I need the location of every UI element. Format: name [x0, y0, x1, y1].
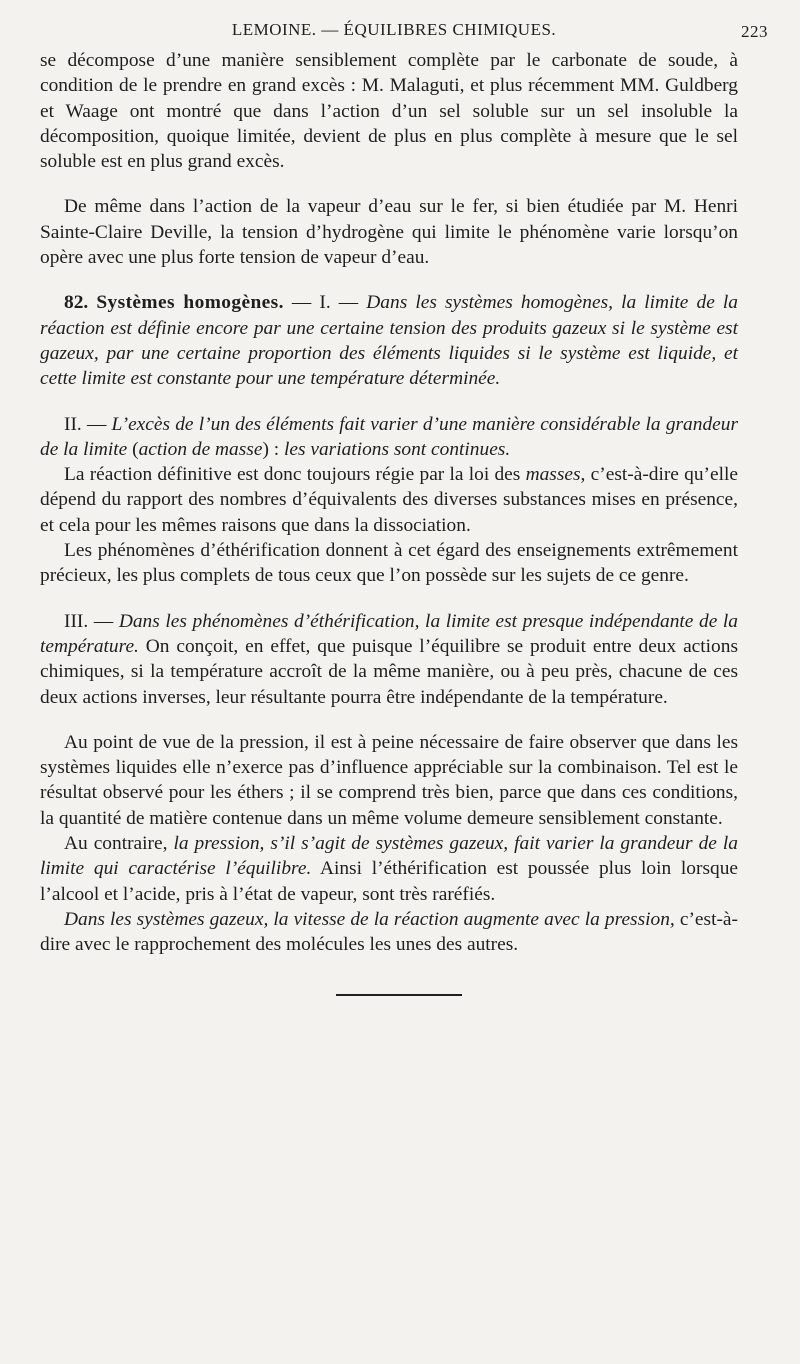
pressure-gases-text-a: Au contraire, [64, 833, 174, 855]
reaction-speed-italic: Dans les systèmes gazeux, la vitesse de la réaction augmente avec la pression, [64, 908, 675, 930]
mass-law-text-b: , c’est-à-dire qu’elle dépend du rapport des nombres d’équivalents des diverses substances mises en présence, et cela pour les mêmes raisons que dans la dissociation. [40, 464, 739, 536]
section-82-lead: — I. — [283, 292, 367, 314]
reaction-speed-text: c’est-à-dire avec le rapprochement des molécules les unes des autres. [40, 908, 738, 956]
mass-law-italic: masses [525, 464, 581, 486]
page-number: 223 [741, 22, 768, 41]
body-text [40, 48, 738, 958]
law-3-explanation: On conçoit, en effet, que puisque l’équilibre se produit entre deux actions chimiques, si la température accroît de la même manière, ou à peu près, chacune de ces deux actions inverses, leur résultante pourra être indépendante de la température. [40, 635, 738, 708]
paragraph-pressure-liquids: Au point de vue de la pression, il est à peine nécessaire de faire observer que dans les systèmes liquides elle n’exerce pas d’influence appréciable sur la combinaison. Tel est le résultat observé pour les éthers ; il se comprend très bien, parce que dans ces conditions, la quantité de matière contenue dans un même volume demeure sensiblement constante. [40, 731, 738, 829]
law-1-statement: Dans les systèmes homogènes, la limite de la réaction est définie encore par une certaine tension des produits gazeux si le système est gazeux, par une certaine proportion des éléments liquides si le système est liquide, et cette limite est constante pour une température déterminée. [40, 292, 738, 390]
law-2-statement-b: action de masse [138, 438, 263, 460]
law-2-statement-a: L’excès de l’un des éléments fait varier d’une manière considérable la grandeur de la limite [40, 413, 738, 460]
law-3 [40, 609, 738, 710]
law-2 [40, 412, 738, 463]
pressure-gases-text-b: Ainsi l’éthérification est poussée plus loin lorsque l’alcool et l’acide, pris à l’état de vapeur, sont très raréfiés. [40, 858, 738, 905]
paragraph-steam-iron: De même dans l’action de la vapeur d’eau sur le fer, si bien étudiée par M. Henri Sainte-Claire Deville, la tension d’hydrogène qui limite le phénomène varie lorsqu’on opère avec une plus forte tension de vapeur d’eau. [40, 196, 738, 269]
paragraph-etherification: Les phénomènes d’éthérification donnent à cet égard des enseignements extrêmement précieux, les plus complets de tous ceux que l’on possède sur les sujets de ce genre. [40, 540, 738, 587]
law-2-plain-a: ( [127, 438, 139, 460]
mass-law-text-a: La réaction définitive est donc toujours régie par la loi des [64, 464, 526, 486]
law-2-plain-b: ) : [262, 438, 284, 460]
law-3-lead: III. — [64, 610, 119, 632]
law-2-statement-c: les variations sont continues. [283, 438, 511, 460]
section-title: Systèmes homogènes. [96, 292, 284, 314]
pressure-gases-italic: la pression, s’il s’agit de systèmes gazeux, fait varier la grandeur de la limite qui caractérise l’équilibre. [40, 833, 738, 880]
paragraph-reaction-speed [40, 907, 738, 958]
section-number: 82. [64, 292, 89, 314]
paragraph-continuation: se décompose d’une manière sensiblement complète par le carbonate de soude, à condition de le prendre en grand excès : M. Malaguti, et plus récemment MM. Guldberg et Waage ont montré que dans l’action d’un sel soluble sur un sel insoluble la décomposition, quoique limitée, devient de plus en plus complète à mesure que le sel soluble est en plus grand excès. [40, 50, 738, 173]
law-3-statement: Dans les phénomènes d’éthérification, la limite est presque indépendante de la température. [40, 610, 738, 657]
running-title: LEMOINE. — ÉQUILIBRES CHIMIQUES. [231, 20, 557, 39]
running-head [40, 0, 768, 48]
paragraph-pressure-gases [40, 831, 738, 907]
law-2-lead: II. — [64, 413, 112, 435]
closing-rule [336, 994, 462, 996]
section-82 [40, 290, 738, 391]
paragraph-mass-law [40, 462, 738, 538]
